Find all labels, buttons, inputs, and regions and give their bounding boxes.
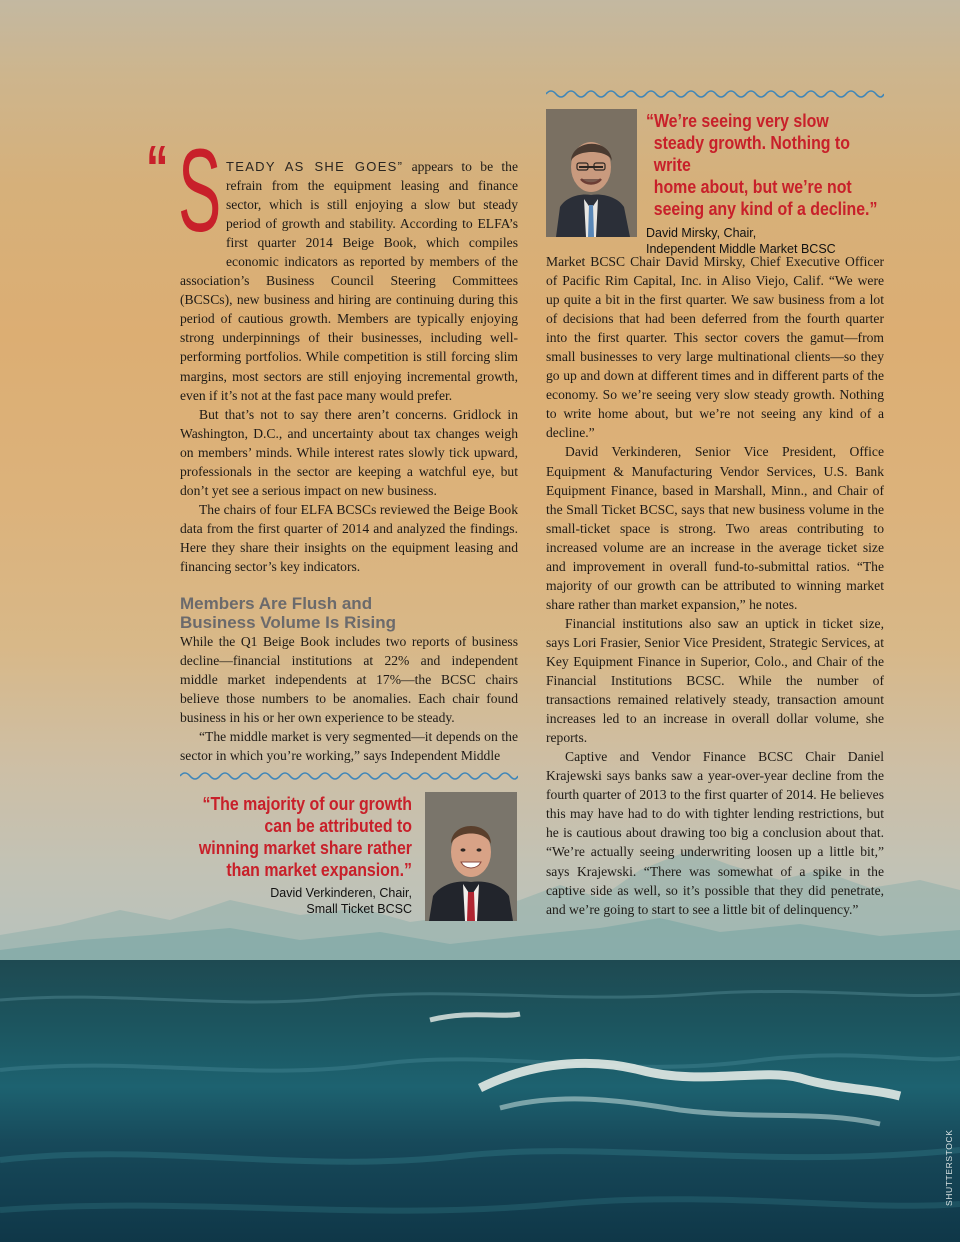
intro-paragraph-text: appears to be the refrain from the equipment leasing and finance sector, which is still enjoying a slow but steady period of growth and stability. According to ELFA’s first quarter 2014 Beige Book, which compiles economic indicators as reported by members of the association’s Business Council Steering Committees (BCSCs), new business and hiring are continuing during this period of cautious growth. Members are typically enjoying strong underpinnings of their businesses, including well-performing portfolios. While competition is still forcing slim margins, most sectors are still enjoying incremental growth, even if it’s not at the fast pace many would prefer. xyxy=(180,159,519,403)
portrait-david-verkinderen xyxy=(425,792,517,921)
body-paragraph: Financial institutions also saw an uptick in ticket size, says Lori Frasier, Senior Vice President, Strategic Services, at Key Equipment Finance in Superior, Colo., and Chair of the Financial Institutions BCSC. While the number of transactions remained relatively steady, transaction amount increases led to an increase in overall dollar volume, she reports. xyxy=(546,615,884,746)
body-paragraph: Market BCSC Chair David Mirsky, Chief Executive Officer of Pacific Rim Capital, Inc. in Aliso Viejo, Calif. “We were up quite a bit in the first quarter. We saw business from a lot of decisions that had been deferred from the fourth quarter into the first quarter. This sector covers the gamut—from small businesses to very large multinational clients—so they go up and down at different times and in different parts of the economy. So we’re seeing very slow steady growth. Nothing to write home about, but we’re not seeing any kind of a decline.” xyxy=(546,254,884,441)
pull-quote-line: “We’re seeing very slow xyxy=(646,110,829,131)
dropcap-spacer xyxy=(180,157,226,253)
attribution-name: David Verkinderen, Chair, xyxy=(270,886,412,900)
pull-quote-attribution xyxy=(190,886,412,917)
photo-credit: SHUTTERSTOCK xyxy=(944,1129,954,1206)
article-left-column xyxy=(180,157,518,765)
pull-quote-line: “The majority of our growth xyxy=(202,793,412,814)
portrait-david-mirsky xyxy=(546,109,637,237)
ocean-waves xyxy=(0,960,960,1242)
body-paragraph: Captive and Vendor Finance BCSC Chair Daniel Krajewski says banks saw a year-over-year decline from the fourth quarter of 2013 to the first quarter of 2014. He believes this may have had to do with tighter lending restrictions, but he is cautious about drawing too big a conclusion about that. “We’re actually seeing underwriting loosen up a little bit,” says Krajewski. “There was somewhat of a spike in the captive side as well, so it’s possible that they did penetrate, and we’re going to start to see a little bit of delinquency.” xyxy=(546,749,884,917)
dropcap-letter: S xyxy=(178,125,222,257)
subhead-line: Business Volume Is Rising xyxy=(180,613,397,633)
body-paragraph: “The middle market is very segmented—it depends on the sector in which you’re working,” says Independent Middle xyxy=(180,729,518,764)
attribution-title: Independent Middle Market BCSC xyxy=(646,241,836,256)
pull-quote-text xyxy=(646,110,878,220)
body-paragraph: But that’s not to say there aren’t concerns. Gridlock in Washington, D.C., and uncertainty about tax changes weigh on members’ minds. While interest rates slowly tick upward, professionals in the sector are keeping a watchful eye, but don’t yet see a serious impact on new business. xyxy=(180,406,518,498)
body-paragraph: The chairs of four ELFA BCSCs reviewed the Beige Book data from the first quarter of 2014 and analyzed the findings. Here they share their insights on the equipment leasing and financing sector’s key indicators. xyxy=(180,501,518,574)
body-paragraph: While the Q1 Beige Book includes two reports of business decline—financial institutions at 22% and independent middle market independents at 17%—the BCSC chairs believe those numbers to be anomalies. Each chair found business in his or her own experience to be steady. xyxy=(180,634,518,726)
attribution-title: Small Ticket BCSC xyxy=(306,901,412,916)
subhead-line: Members Are Flush and xyxy=(180,594,373,614)
pull-quote-mirsky xyxy=(646,110,886,257)
pull-quote-line: steady growth. Nothing to write xyxy=(653,132,850,175)
section-subhead xyxy=(180,594,518,632)
wavy-divider-left xyxy=(180,770,518,782)
lead-in-text: TEADY AS SHE GOES” xyxy=(226,159,404,174)
intro-paragraph xyxy=(180,157,518,405)
pull-quote-line: than market expansion.” xyxy=(226,859,412,880)
dropcap-open-quote: “ xyxy=(146,132,169,204)
pull-quote-line: seeing any kind of a decline.” xyxy=(653,198,878,219)
pull-quote-line: home about, but we’re not xyxy=(653,176,852,197)
wavy-divider-top-right xyxy=(546,88,884,100)
article-right-column xyxy=(546,252,884,919)
pull-quote-line: can be attributed to xyxy=(264,815,412,836)
body-paragraph: David Verkinderen, Senior Vice President, Office Equipment & Manufacturing Vendor Services, U.S. Bank Equipment Finance, based in Marshall, Minn., and Chair of the Small Ticket BCSC, says that new business volume in the small-ticket space is strong. Two areas contributing to increased volume are an increase in the average ticket size and improvement in overall fund-to-submittal ratios. “The majority of our growth can be attributed to winning market share rather than market expansion,” he notes. xyxy=(546,444,884,612)
attribution-name: David Mirsky, Chair, xyxy=(646,226,757,240)
pull-quote-line: winning market share rather xyxy=(198,837,412,858)
pull-quote-verkinderen xyxy=(190,793,412,917)
pull-quote-text xyxy=(180,793,412,881)
